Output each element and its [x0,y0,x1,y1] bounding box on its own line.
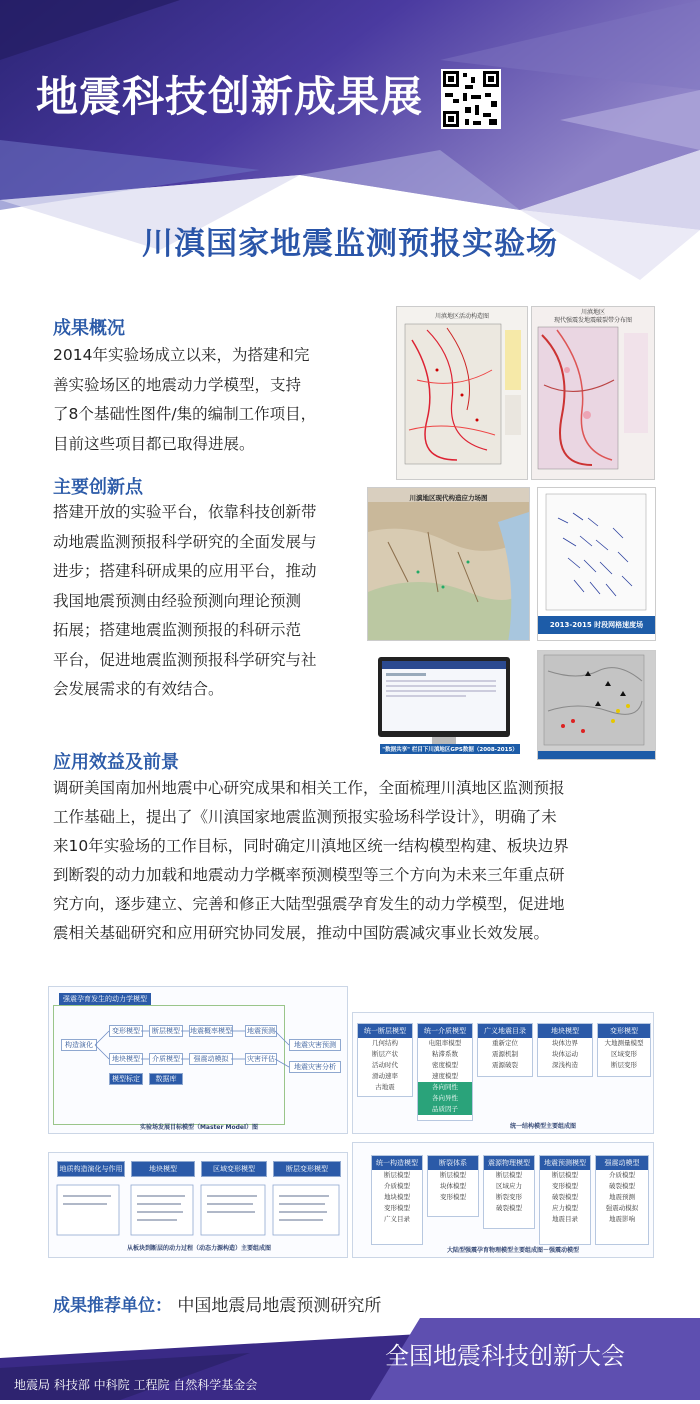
column-item: 应力模型 [552,1204,578,1212]
column-item: 断层模型 [440,1171,466,1179]
column-item: 地震影响 [609,1215,635,1223]
column-item: 粘滞系数 [432,1050,458,1058]
diagram-box: 变形模型 [109,1025,143,1037]
map-title: 川滇地区活动构造图 [434,313,489,320]
column-header: 统一构造模型 [372,1156,422,1170]
column-item: 块体模型 [440,1182,466,1190]
diagram-box: 地震灾害分析 [289,1061,341,1073]
diagram-caption: 从板块到断层的动力过程（动态力源构造）主要组成图 [126,1245,271,1252]
innovation-line: 平台，促进地震监测预报科学研究与社 [53,650,317,669]
innovation-heading: 主要创新点 [53,477,143,498]
column-header: 强震动模型 [596,1156,648,1170]
column-item: 深浅构造 [552,1061,578,1069]
model-column [537,1023,593,1077]
overview-heading: 成果概况 [53,318,125,339]
diagram-title: 强震孕育发生的动力学模型 [59,993,151,1005]
overview-line: 目前这些项目都已取得进展。 [53,434,255,453]
column-header: 断裂体系 [428,1156,478,1170]
diagram-box: 构造演化 [61,1039,97,1051]
model-column [597,1023,651,1077]
diagram-box: 介质模型 [149,1053,183,1065]
innovation-paragraph [53,498,363,705]
model-column [427,1155,479,1217]
application-heading: 应用效益及前景 [53,752,179,773]
model-column [539,1155,591,1245]
column-item: 断层模型 [496,1171,522,1179]
map-graphic [368,502,529,641]
overview-line: 善实验场区的地震动力学模型，支持 [53,375,302,394]
column-item: 品质因子 [418,1104,472,1115]
column-item: 各向异性 [418,1093,472,1104]
column-item: 介质模型 [384,1182,410,1190]
map-title: 川滇地区现代构造应力场图 [409,494,488,502]
column-item: 活动时代 [372,1061,398,1069]
diagram-caption: 大陆型强震孕育物理模型主要组成图－强震动模型 [446,1247,579,1254]
overview-line: 2014年实验场成立以来，为搭建和完 [53,346,310,364]
column-item: 断裂变形 [496,1193,522,1201]
process-step: 地块模型 [131,1161,195,1177]
column-item: 变形模型 [440,1193,466,1201]
rupture-zone-map [531,306,655,480]
screen-caption: "数据共享" 栏目下川滇地区GPS数据（2008-2015） [380,744,520,754]
column-item: 震源破裂 [492,1061,518,1069]
column-item: 地块模型 [384,1193,410,1201]
column-header: 统一断层模型 [358,1024,412,1038]
column-header: 地块模型 [538,1024,592,1038]
innovation-line: 会发展需求的有效结合。 [53,680,224,698]
overview-line: 了8个基础性图件/集的编制工作项目， [53,405,317,423]
map-graphic [532,325,654,475]
column-header: 广义地震目录 [478,1024,532,1038]
column-item: 断层变形 [611,1061,637,1069]
map-graphic [538,651,655,751]
process-step: 断层变形模型 [273,1161,341,1177]
data-sharing-screen [370,655,530,755]
application-line: 工作基础上，提出了《川滇国家地震监测预报实验场科学设计》，明确了未 [53,808,557,826]
diagram-box: 地震预测 [247,1027,275,1035]
column-header: 震源物理模型 [484,1156,534,1170]
column-item: 变形模型 [552,1182,578,1190]
column-item: 断层模型 [552,1171,578,1179]
model-column [483,1155,535,1229]
main-title: 地震科技创新成果展 [36,72,424,121]
column-item: 滑动速率 [372,1072,398,1080]
column-item: 块体边界 [552,1039,578,1047]
master-model-diagram [48,986,348,1134]
column-item: 块体运动 [552,1050,578,1058]
column-item: 密度模型 [432,1061,458,1069]
qr-code-icon [441,69,501,129]
diagram-caption: 统一结构模型主要组成图 [509,1123,576,1130]
column-item: 强震动模拟 [605,1204,639,1212]
application-line: 震相关基础研究和应用研究协同发展，推动中国防震减灾事业长效发展。 [53,924,550,942]
column-item: 断层模型 [384,1171,410,1179]
column-item: 大地测量模型 [604,1039,644,1047]
qr-code[interactable] [441,69,501,129]
dynamic-loading-diagram [48,1152,348,1258]
column-item: 区域变形 [611,1050,637,1058]
diagram-box: 强震动模拟 [189,1053,233,1065]
model-column [417,1023,473,1121]
application-line: 到断裂的动力加载和地震动力学概率预测模型等三个方向为未来三年重点研 [53,866,565,884]
application-line: 来10年实验场的工作目标，同时确定川滇地区统一结构模型构建、板块边界 [53,837,569,855]
innovation-line: 我国地震预测由经验预测向理论预测 [53,591,302,610]
innovation-line: 搭建开放的实验平台，依靠科技创新带 [53,503,317,521]
application-paragraph [53,774,663,948]
unified-structure-diagram [352,1012,654,1134]
model-column [371,1155,423,1245]
overview-paragraph [53,341,363,459]
column-item: 震源机制 [492,1050,518,1058]
column-item: 几何结构 [372,1039,398,1047]
column-item: 破裂模型 [496,1204,522,1212]
diagram-box: 地震概率模型 [190,1027,232,1035]
model-column [595,1155,649,1245]
diagram-box: 断层模型 [149,1025,183,1037]
column-item: 速度模型 [432,1072,458,1080]
header-banner [0,0,700,290]
stress-field-map [367,487,530,641]
gps-velocity-map [537,487,656,641]
recommend-line [53,1291,381,1316]
column-header: 统一介质模型 [418,1024,472,1038]
column-item: 地震目录 [552,1215,578,1223]
diagram-connectors [49,987,347,1133]
organizers: 地震局 科技部 中科院 工程院 自然科学基金会 [14,1378,258,1392]
diagram-box: 地震灾害预测 [289,1039,341,1051]
application-line: 究方向，逐步建立、完善和修正大陆型强震孕育发生的动力学模型，促进地 [53,895,565,913]
column-item: 破裂模型 [552,1193,578,1201]
strong-motion-diagram [352,1142,654,1258]
column-header: 变形模型 [598,1024,650,1038]
model-column [477,1023,533,1077]
column-item: 各向同性 [418,1082,472,1093]
application-line: 调研美国南加州地震中心研究成果和相关工作，全面梳理川滇地区监测预报 [53,779,565,797]
conference-name: 全国地震科技创新大会 [385,1342,625,1370]
column-item: 区域应力 [496,1182,522,1190]
column-item: 电阻率模型 [428,1039,462,1047]
active-tectonics-map [396,306,528,480]
diagram-box: 地块模型 [109,1053,143,1065]
column-item: 变形模型 [384,1204,410,1212]
process-step: 区域变形模型 [201,1161,267,1177]
diagram-box: 灾害评估 [247,1055,275,1063]
recommend-value: 中国地震局地震预测研究所 [177,1296,382,1316]
column-item: 广义目录 [384,1215,410,1223]
recommend-label: 成果推荐单位： [53,1296,172,1316]
map-graphic [538,488,655,616]
process-step: 地质构造演化与作用 [57,1161,125,1177]
map-caption: 2013-2015 时段网格速度场 [538,616,655,634]
column-header: 地震预测模型 [540,1156,590,1170]
column-item: 重新定位 [492,1039,518,1047]
column-item: 介质模型 [609,1171,635,1179]
subtitle: 川滇国家地震监测预报实验场 [142,226,558,262]
innovation-line: 拓展；搭建地震监测预报的科研示范 [53,621,302,639]
monitor-icon [370,655,530,755]
column-item: 断层产状 [372,1050,398,1058]
map-caption-bar [538,751,655,759]
diagram-box: 数据库 [149,1073,183,1085]
diagram-box: 模型标定 [109,1073,143,1085]
column-item: 破裂模型 [609,1182,635,1190]
map-title: 川滇地区 现代强震发地震破裂带分布图 [553,309,632,324]
model-column [357,1023,413,1097]
seismicity-map [537,650,656,760]
column-item: 地震预测 [609,1193,635,1201]
innovation-line: 动地震监测预报科学研究的全面发展与 [53,532,317,551]
column-item: 古地震 [375,1083,395,1091]
innovation-line: 进步；搭建科研成果的应用平台，推动 [53,562,317,580]
step-detail-boxes [49,1181,347,1243]
map-graphic [397,320,527,470]
diagram-caption: 实验场发展目标模型（Master Model）图 [139,1124,259,1131]
